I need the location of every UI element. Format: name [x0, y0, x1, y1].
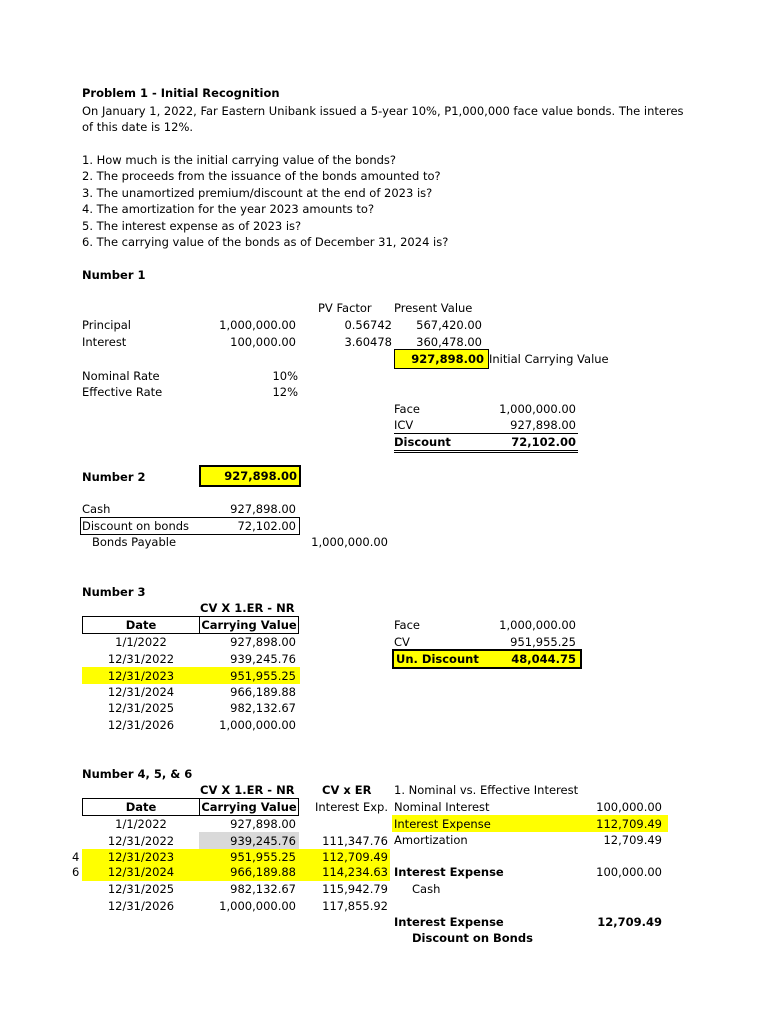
table-row-date: 12/31/2024	[107, 865, 175, 879]
table-row-ie: 115,942.79	[322, 882, 388, 896]
je2-debit-label: Interest Expense	[394, 915, 504, 929]
bonds-payable-value: 1,000,000.00	[311, 535, 388, 549]
undiscount-value: 48,044.75	[511, 652, 576, 666]
discount-on-bonds-label: Discount on bonds	[82, 519, 190, 533]
table-row-date: 12/31/2023	[107, 669, 175, 683]
table-row-cv: 982,132.67	[230, 701, 296, 715]
number2-answer: 927,898.00	[224, 469, 297, 483]
pv-factor-header: PV Factor	[318, 301, 372, 315]
nominal-rate-value: 10%	[272, 369, 298, 383]
initial-carrying-value-label: Initial Carrying Value	[489, 352, 609, 366]
table-row-cv: 951,955.25	[230, 850, 296, 864]
number456-ie-header: Interest Exp.	[315, 800, 388, 814]
question-item: 3. The unamortized premium/discount at the end of 2023 is?	[82, 186, 433, 200]
number3-heading: Number 3	[82, 585, 146, 599]
number2-heading: Number 2	[82, 470, 146, 484]
icv-label: ICV	[394, 417, 578, 434]
discount-label: Discount	[394, 434, 578, 453]
interest-expense-value: 112,709.49	[596, 817, 662, 831]
question-item: 4. The amortization for the year 2023 amounts to?	[82, 202, 375, 216]
number456-heading: Number 4, 5, & 6	[82, 767, 193, 781]
je1-amount: 100,000.00	[596, 865, 662, 879]
effective-rate-value: 12%	[272, 385, 298, 399]
number3-face-label: Face	[394, 618, 421, 632]
je1-debit-label: Interest Expense	[394, 865, 504, 879]
table-row-cv: 1,000,000.00	[219, 899, 296, 913]
table-row-cv: 966,189.88	[230, 865, 296, 879]
number1-heading: Number 1	[82, 268, 146, 282]
number3-cv-header: Carrying Value	[201, 618, 297, 632]
discount-on-bonds-value: 72,102.00	[237, 519, 296, 533]
number3-cv-label: CV	[394, 635, 410, 649]
principal-pv: 567,420.00	[416, 318, 482, 332]
interest-factor: 3.60478	[344, 335, 392, 349]
table-row-cv: 939,245.76	[230, 652, 296, 666]
table-row-cv: 939,245.76	[230, 834, 296, 848]
table-row-cv: 1,000,000.00	[219, 718, 296, 732]
problem-intro-line2: of this date is 12%.	[82, 120, 194, 134]
nominal-interest-label: Nominal Interest	[394, 800, 490, 814]
table-row-date: 1/1/2022	[115, 635, 167, 649]
interest-expense-label: Interest Expense	[394, 817, 491, 831]
interest-label: Interest	[82, 335, 127, 349]
interest-amount: 100,000.00	[230, 335, 296, 349]
principal-label: Principal	[82, 318, 132, 332]
table-row-date: 12/31/2026	[107, 718, 175, 732]
table-row-ie: 111,347.76	[322, 834, 388, 848]
table-row-date: 12/31/2026	[107, 899, 175, 913]
problem-title: Problem 1 - Initial Recognition	[82, 86, 280, 100]
principal-amount: 1,000,000.00	[219, 318, 296, 332]
table-row-date: 12/31/2024	[107, 685, 175, 699]
number456-formula2: CV x ER	[322, 783, 372, 797]
table-row-date: 12/31/2025	[107, 701, 175, 715]
number3-date-header: Date	[125, 618, 157, 632]
number3-formula: CV X 1.ER - NR	[200, 601, 295, 615]
marker-6: 6	[72, 865, 80, 879]
table-row-ie: 117,855.92	[322, 899, 388, 913]
effective-rate-label: Effective Rate	[82, 385, 163, 399]
icv-value: 927,898.00	[510, 418, 576, 432]
cash-label: Cash	[82, 502, 111, 516]
table-row-cv: 966,189.88	[230, 685, 296, 699]
question-item: 5. The interest expense as of 2023 is?	[82, 219, 302, 233]
table-row-date: 1/1/2022	[115, 817, 167, 831]
table-row-cv: 951,955.25	[230, 669, 296, 683]
question-item: 6. The carrying value of the bonds as of December 31, 2024 is?	[82, 235, 449, 249]
cash-value: 927,898.00	[230, 502, 296, 516]
undiscount-label: Un. Discount	[396, 652, 479, 666]
table-row-date: 12/31/2023	[107, 850, 175, 864]
table-row-cv: 927,898.00	[230, 635, 296, 649]
amortization-value: 12,709.49	[603, 833, 662, 847]
interest-pv: 360,478.00	[416, 335, 482, 349]
number456-date-header: Date	[125, 800, 157, 814]
bonds-payable-label: Bonds Payable	[92, 535, 177, 549]
table-row-date: 12/31/2025	[107, 882, 175, 896]
table-row-ie: 114,234.63	[322, 865, 388, 879]
nominal-interest-value: 100,000.00	[596, 800, 662, 814]
question-item: 1. How much is the initial carrying value of the bonds?	[82, 153, 397, 167]
discount-value: 72,102.00	[511, 435, 576, 449]
je2-credit-label: Discount on Bonds	[412, 931, 533, 945]
face-label: Face	[394, 402, 421, 416]
je1-credit-label: Cash	[412, 882, 441, 896]
marker-4: 4	[72, 850, 80, 864]
question-item: 2. The proceeds from the issuance of the bonds amounted to?	[82, 169, 441, 183]
principal-factor: 0.56742	[344, 318, 392, 332]
initial-carrying-value: 927,898.00	[411, 352, 484, 366]
problem-intro-line1: On January 1, 2022, Far Eastern Unibank issued a 5-year 10%, P1,000,000 face value bonds. The interes	[82, 104, 684, 118]
table-row-date: 12/31/2022	[107, 652, 175, 666]
number456-formula: CV X 1.ER - NR	[200, 783, 295, 797]
face-value: 1,000,000.00	[499, 402, 576, 416]
amortization-label: Amortization	[394, 833, 468, 847]
number3-face-value: 1,000,000.00	[499, 618, 576, 632]
table-row-ie: 112,709.49	[322, 850, 388, 864]
number456-cv-header: Carrying Value	[201, 800, 297, 814]
nominal-rate-label: Nominal Rate	[82, 369, 160, 383]
nve-title: 1. Nominal vs. Effective Interest	[394, 783, 579, 797]
table-row-cv: 982,132.67	[230, 882, 296, 896]
table-row-cv: 927,898.00	[230, 817, 296, 831]
table-row-date: 12/31/2022	[107, 834, 175, 848]
present-value-header: Present Value	[394, 301, 473, 315]
je2-amount: 12,709.49	[597, 915, 662, 929]
number3-cv-value: 951,955.25	[510, 635, 576, 649]
